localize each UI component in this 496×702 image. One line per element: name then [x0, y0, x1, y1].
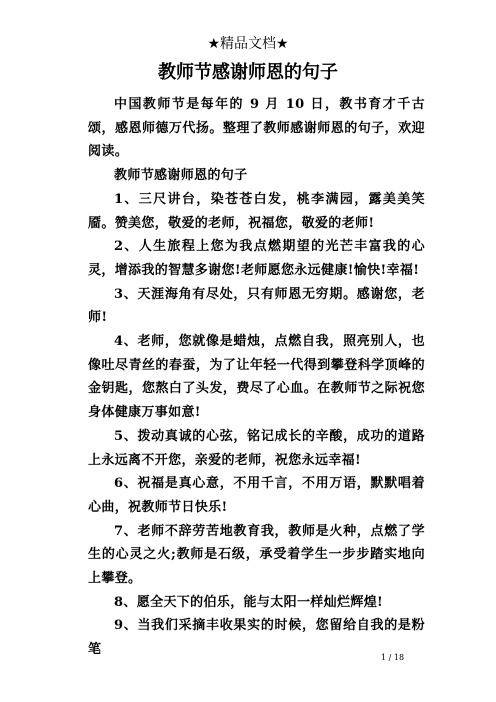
list-item: 2、人生旅程上您为我点燃期望的光芒丰富我的心灵，增添我的智慧多谢您!老师愿您永远健康!愉快!幸福! — [88, 239, 425, 278]
list-item: 3、天涯海角有尽处，只有师恩无穷期。感谢您，老师! — [88, 286, 425, 326]
list-item: 1、三尺讲台，染苍苍白发，桃李满园，露美美笑靥。赞美您，敬爱的老师，祝福您，敬爱的老师! — [88, 191, 425, 231]
list-item: 7、老师不辞劳苦地教育我，教师是火种，点燃了学生的心灵之火;教师是石级，承受着学生一步步踏实地向上攀登。 — [88, 523, 425, 587]
list-item: 6、祝福是真心意，不用千言，不用万语，默默唱着心曲，祝教师节日快乐! — [88, 476, 425, 515]
header-mark: ★精品文档★ — [207, 36, 289, 52]
document-title: 教师节感谢师恩的句子 — [158, 62, 338, 83]
section-heading: 教师节感谢师恩的句子 — [114, 168, 248, 184]
list-item: 8、愿全天下的伯乐，能与太阳一样灿烂辉煌! — [114, 594, 384, 610]
page-number: 1 / 18 — [381, 653, 405, 662]
list-item: 5、拨动真诚的心弦，铭记成长的辛酸，成功的道路上永远离不开您，亲爱的老师，祝您永远幸福! — [88, 428, 425, 468]
list-item: 4、老师，您就像是蜡烛，点燃自我，照亮别人，也像吐尽青丝的春蚕，为了让年轻一代得到攀登科学顶峰的金钥匙，您熬白了头发，费尽了心血。在教师节之际祝您身体健康万事如意! — [88, 334, 425, 421]
list-item: 9、当我们采摘丰收果实的时候，您留给自我的是粉笔 — [88, 618, 425, 658]
document-body — [88, 93, 425, 662]
intro-paragraph: 中国教师节是每年的 9 月 10 日，教书育才千古颂，感恩师德万代扬。整理了教师感谢师恩的句子，欢迎阅读。 — [88, 97, 425, 160]
